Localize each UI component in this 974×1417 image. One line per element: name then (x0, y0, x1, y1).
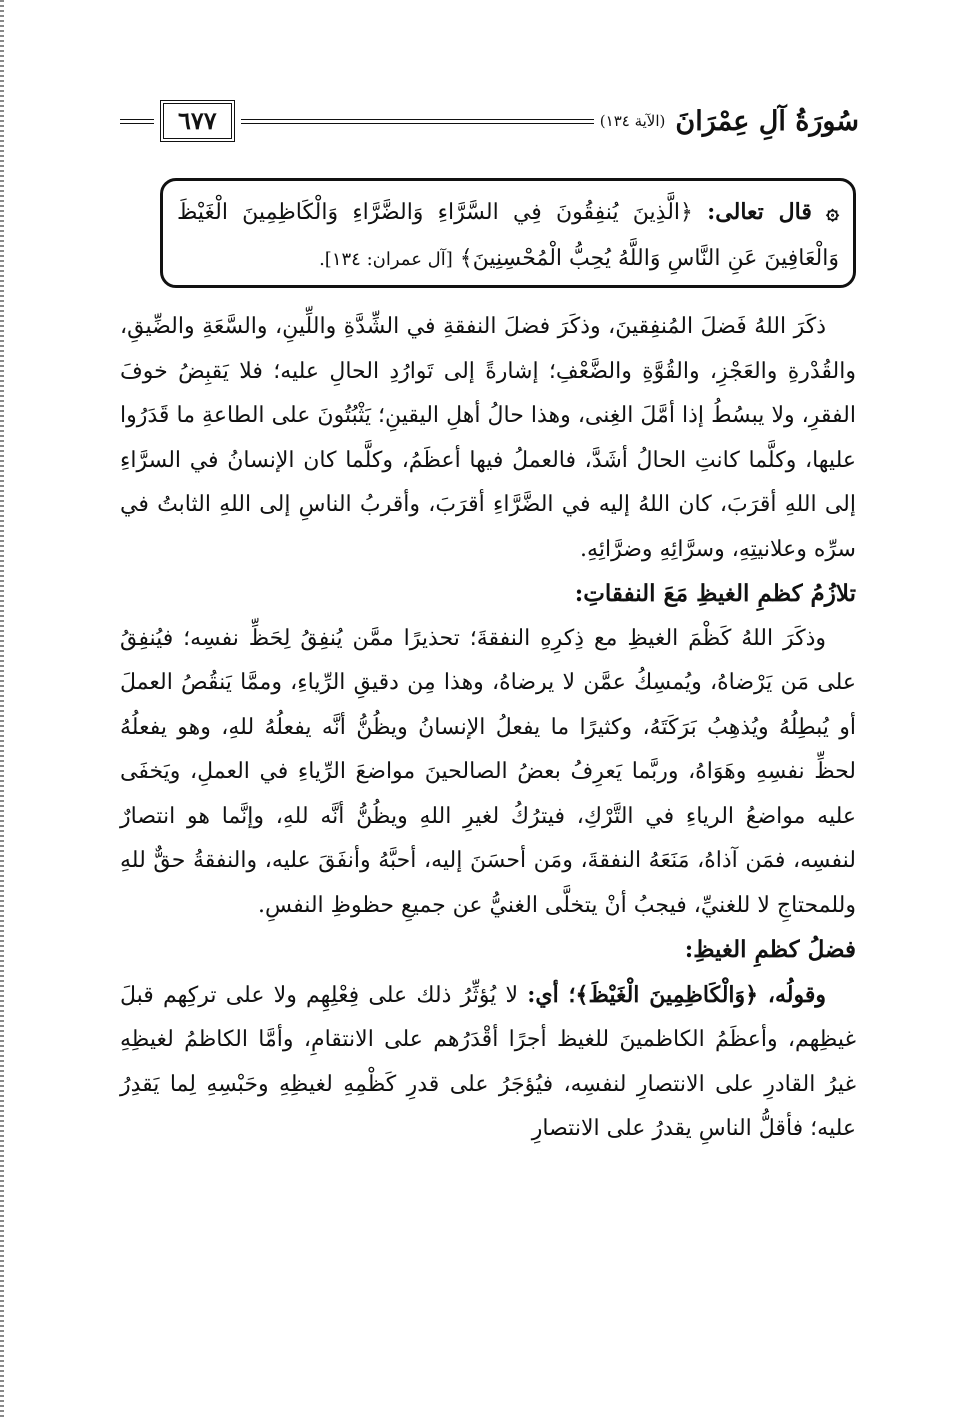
surah-title: سُورَةُ آلِ عِمْرَانَ (675, 105, 859, 137)
ayah-reference: (الآية ١٣٤) (599, 112, 666, 130)
verse-box (160, 178, 856, 288)
paragraph-3-lead: وقولُه، ﴿وَالْكَاظِمِينَ الْغَيْظَ﴾؛ أي: (527, 981, 827, 1008)
paragraph-3-text: لا يُؤثِّرُ ذلك على فِعْلِهِم ولا على تركِهم قبلَ غيظِهم، وأعظَمُ الكاظمينَ للغيظ أجرًا أقْدَرُهم على الانتقامِ، وأمَّا الكاظمُ لغيظِهِ غيرُ القادرِ على الانتصارِ لنفسِه، فيُؤجَرُ على قدرِ كَظْمِهِ لغيظِهِ وحَبْسِهِ لِما يَقدِرُ عليه؛ فأقلُّ الناسِ يقدرُ على الانتصارِ (120, 982, 856, 1141)
paragraph-3 (120, 973, 856, 1152)
paragraph-2: وذكَرَ اللهُ كَظْمَ الغيظِ مع ذِكرِهِ النفقةَ؛ تحذيرًا ممَّن يُنفِقُ لِحَظِّ نفسِه؛ فيُنفِقُ على مَن يَرْضاهُ، ويُمسِكُ عمَّن لا يرضاهُ، وهذا مِن دقيقِ الرِّياءِ، وممَّا يَنقُصُ العملَ أو يُبطِلُهُ ويُذهِبُ بَرَكَتَهُ، وكثيرًا ما يفعلُ الإنسانُ ويظُنُّ أنَّه يفعلُهُ للهِ، وهو يفعلُهُ لحظِّ نفسِهِ وهَوَاهُ، وربَّما يَعرِفُ بعضُ الصالحينَ مواضعَ الرِّياءِ في العملِ، ويَخفَى عليه مواضعُ الرياءِ في التَّرْكِ، فيترُكُ لغيرِ اللهِ ويظُنُّ أنَّه للهِ، وإنَّما هو انتصارٌ لنفسِه، فمَن آذاهُ، مَنَعَهُ النفقةَ، ومَن أحسَنَ إليه، أحبَّهُ وأنفَقَ عليه، والنفقةُ حقٌّ للهِ وللمحتاجِ لا للغنيِّ، فيجبُ أنْ يتخلَّى الغنيُّ عن جميعِ حظوظِ النفسِ. (120, 625, 856, 918)
verse-marker-icon: ۞ (826, 199, 839, 225)
verse-citation: [آل عمران: ١٣٤]. (319, 249, 453, 270)
verse-text: ﴿الَّذِينَ يُنفِقُونَ فِي السَّرَّاءِ وَالضَّرَّاءِ وَالْكَاظِمِينَ الْغَيْظَ وَالْعَافِينَ عَنِ النَّاسِ وَاللَّهُ يُحِبُّ الْمُحْسِنِينَ﴾ (177, 200, 839, 271)
paragraph-1: ذكَرَ اللهُ فَضلَ المُنفِقينَ، وذكَرَ فضلَ النفقةِ في الشِّدَّةِ واللِّينِ، والسَّعَةِ والضِّيقِ، والقُدْرةِ والعَجْزِ، والقُوَّةِ والضَّعْفِ؛ إشارةً إلى تَوارُدِ الحالِ عليه؛ فلا يَقبِضُ خوفَ الفقرِ، ولا يبسُطُ إذا أمَّلَ الغِنى، وهذا حالُ أهلِ اليقينِ؛ يَثْبُتُونَ على الطاعةِ ما قَدَرُوا عليها، وكلَّما كانتِ الحالُ أشَدَّ، فالعملُ فيها أعظَمُ، وكلَّما كان الإنسانُ في السرَّاءِ إلى اللهِ أقرَبَ، كان اللهُ إليه في الضَّرَّاءِ أقرَبَ، وأقربُ الناسِ إلى اللهِ الثابتُ في سرِّه وعلانيتِهِ، وسرَّائِهِ وضرَّائِهِ. (120, 314, 856, 562)
section-heading-1: تلازُمُ كظمِ الغيظِ مَعَ النفقاتِ: (574, 580, 856, 607)
header-rule-tail (120, 119, 154, 124)
page-number: ٦٧٧ (160, 100, 235, 142)
commentary-body (120, 305, 856, 1152)
page-header (120, 96, 859, 146)
binding-edge (0, 0, 4, 1417)
verse-intro: قال تعالى: (707, 199, 812, 225)
header-rule (241, 119, 594, 124)
section-heading-2: فضلُ كظمِ الغيظِ: (684, 936, 856, 963)
